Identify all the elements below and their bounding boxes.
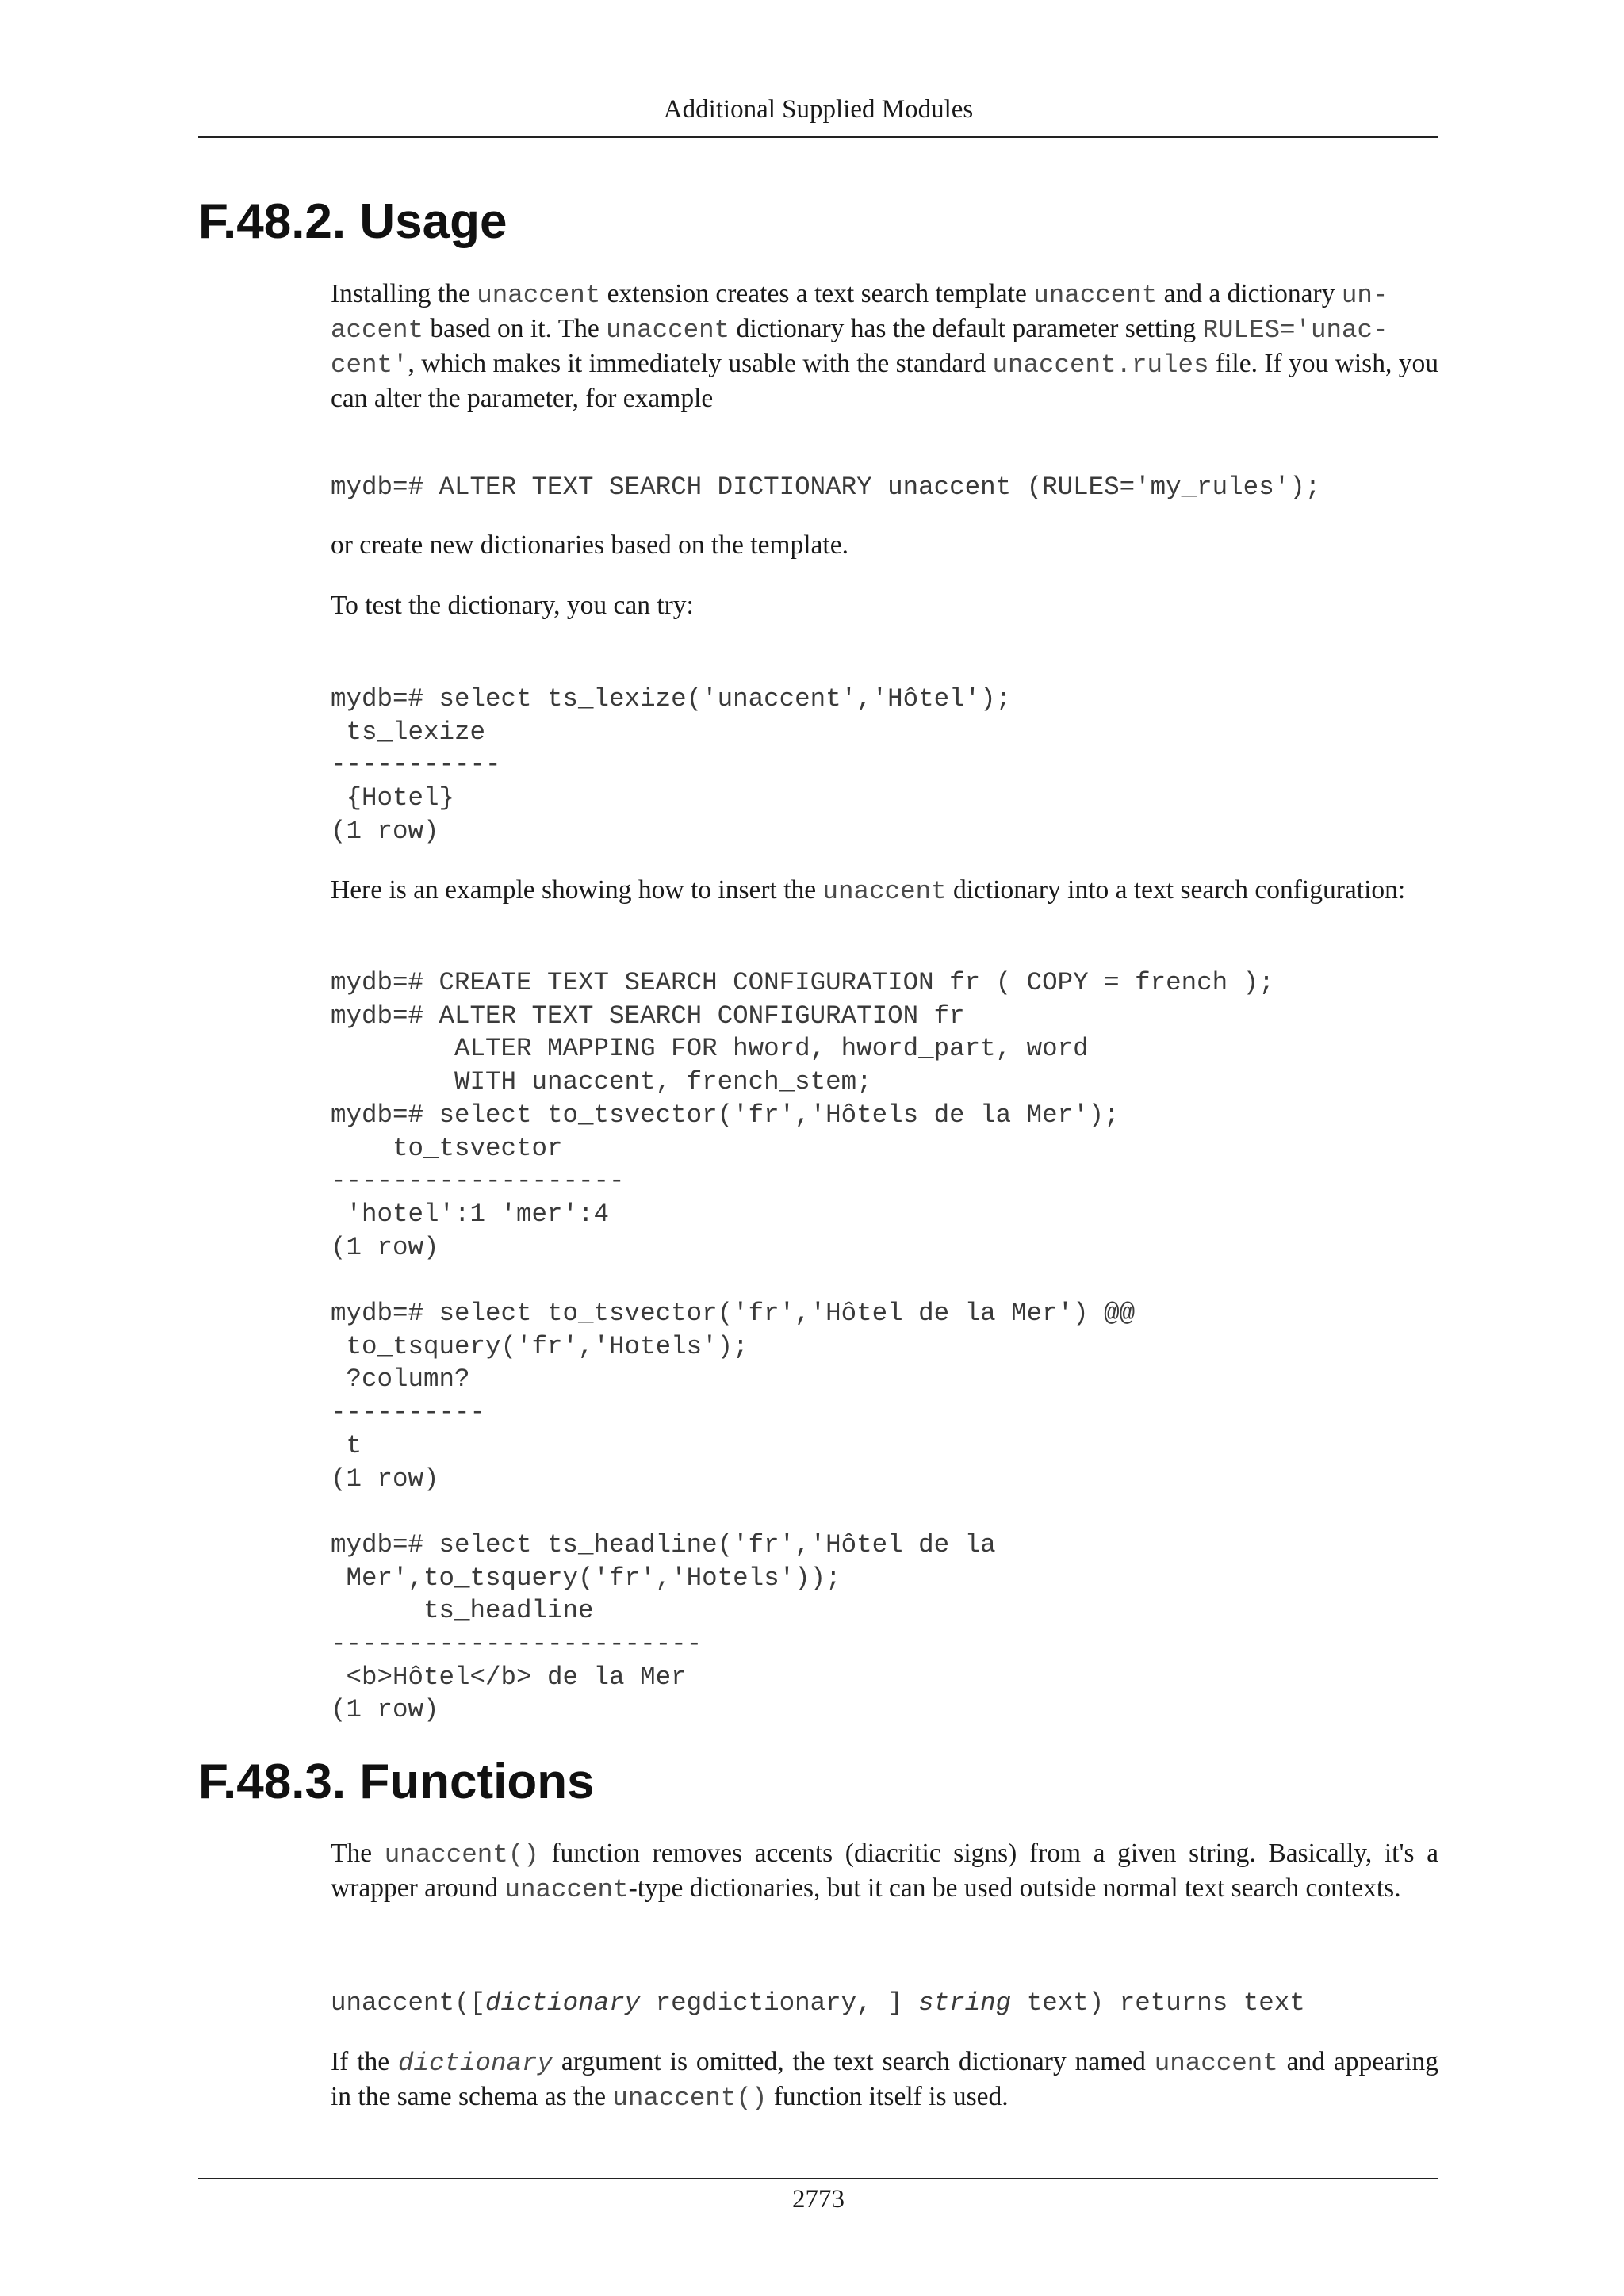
usage-paragraph-4: Here is an example showing how to insert the unaccent dictionary into a text search configuration: bbox=[331, 875, 1406, 906]
inline-code: unaccent bbox=[1033, 281, 1158, 310]
running-header: Additional Supplied Modules bbox=[663, 95, 974, 124]
code-block-configuration-example: mydb=# CREATE TEXT SEARCH CONFIGURATION fr ( COPY = french ); mydb=# ALTER TEXT SEARCH CONFIGURATION fr ALTER MAPPING FOR hword, hword_part, word WITH unaccent, french_stem; mydb=# select to_tsvector('fr','Hôtels de la Mer'); to_tsvector ------------------- 'hotel':1 'mer':4 (1 row) mydb=# select to_tsvector('fr','Hôtel de la Mer') @@ to_tsquery('fr','Hotels'); ?column? ---------- t (1 row) mydb=# select ts_headline('fr','Hôtel de la Mer',to_tsquery('fr','Hotels')); ts_headline ------------------------ <b>Hôtel</b> de la Mer (1 row) bbox=[331, 968, 1274, 1725]
inline-code: unaccent.rules bbox=[992, 350, 1209, 380]
inline-code: unaccent bbox=[504, 1875, 629, 1904]
param-dictionary: dictionary bbox=[485, 1988, 641, 2018]
inline-code-param: dictionary bbox=[398, 2049, 553, 2078]
inline-code: unaccent bbox=[822, 877, 947, 906]
inline-code: unaccent() bbox=[384, 1840, 539, 1869]
usage-paragraph-1: Installing the unaccent extension creates a text search template unaccent and a dictionary un- accent based on it. The unaccent dictionary has the default parameter setting RULES='unac- cent', which makes it immediately usable with the standard unaccent.rules file. If you wish, you can alter the parameter, for example bbox=[331, 279, 1438, 413]
usage-paragraph-2: or create new dictionaries based on the template. bbox=[331, 530, 848, 560]
param-string: string bbox=[918, 1988, 1012, 2018]
inline-code: unaccent bbox=[1154, 2049, 1278, 2078]
code-block-ts-lexize: mydb=# select ts_lexize('unaccent','Hôtel'); ts_lexize ----------- {Hotel} (1 row) bbox=[331, 684, 1012, 846]
inline-code: unaccent bbox=[477, 281, 601, 310]
code-block-alter-dictionary: mydb=# ALTER TEXT SEARCH DICTIONARY unaccent (RULES='my_rules'); bbox=[331, 473, 1321, 502]
inline-code: unaccent() bbox=[612, 2084, 768, 2113]
inline-code: unaccent bbox=[606, 316, 730, 345]
usage-paragraph-3: To test the dictionary, you can try: bbox=[331, 591, 694, 620]
header-rule bbox=[198, 136, 1438, 138]
section-heading-functions: F.48.3. Functions bbox=[198, 1755, 595, 1809]
footer-rule bbox=[198, 2178, 1438, 2179]
functions-paragraph-1: The unaccent() function removes accents (diacritic signs) from a given string. Basically, it's a wrapper around unaccent-type dictionaries, but it can be used outside normal text search contexts. bbox=[331, 1839, 1438, 1904]
inline-code: RULES='unac- bbox=[1202, 316, 1388, 345]
functions-paragraph-2: If the dictionary argument is omitted, the text search dictionary named unaccent and appearing in the same schema as the unaccent() function itself is used. bbox=[331, 2047, 1438, 2113]
inline-code: cent' bbox=[331, 350, 408, 380]
page-number: 2773 bbox=[792, 2185, 845, 2214]
inline-code: accent bbox=[331, 316, 424, 345]
inline-code: un- bbox=[1341, 281, 1388, 310]
section-heading-usage: F.48.2. Usage bbox=[198, 194, 508, 249]
function-synopsis: unaccent([dictionary regdictionary, ] string text) returns text bbox=[331, 1988, 1305, 2018]
